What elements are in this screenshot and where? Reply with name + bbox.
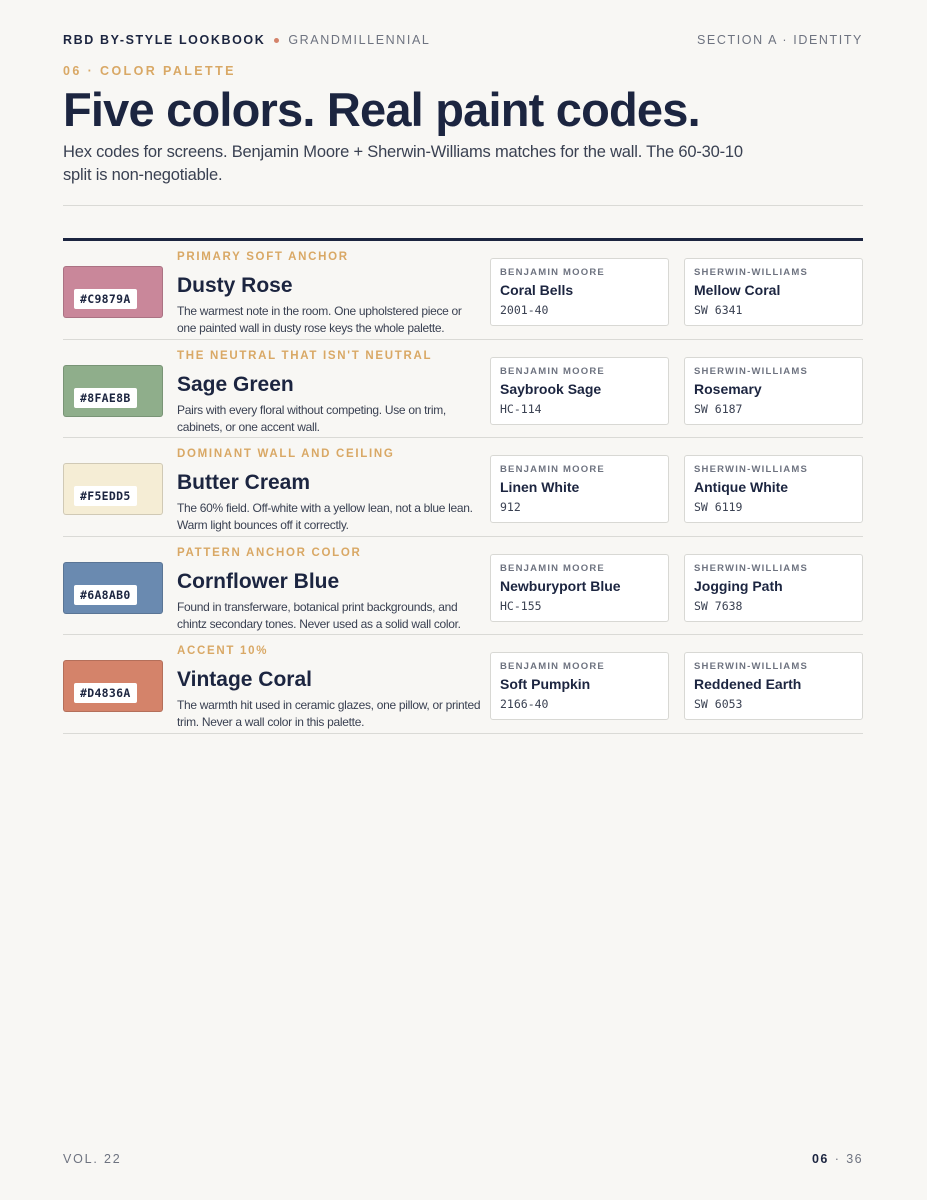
paint-name: Antique White — [694, 479, 789, 495]
color-role: DOMINANT WALL AND CEILING — [177, 448, 395, 460]
benjamin-moore-card — [490, 554, 669, 622]
color-swatch — [63, 266, 163, 318]
sherwin-williams-card — [684, 357, 863, 425]
sherwin-williams-card — [684, 258, 863, 326]
paint-name: Saybrook Sage — [500, 380, 602, 397]
paint-code: SW 6341 — [694, 303, 743, 317]
color-description: The warmth hit used in ceramic glazes, one pillow, or printed trim. Never a wall color in this palette. — [177, 698, 481, 729]
color-role: PRIMARY SOFT ANCHOR — [177, 251, 349, 263]
paint-name: Reddened Earth — [694, 676, 802, 692]
paint-name: Linen White — [500, 479, 580, 495]
color-role: THE NEUTRAL THAT ISN'T NEUTRAL — [177, 349, 433, 362]
section-number: 06 — [811, 1152, 829, 1166]
header-left — [63, 33, 430, 47]
divider — [63, 205, 863, 206]
page-num: 36 — [846, 1152, 863, 1166]
color-row — [63, 241, 863, 340]
section-label: SECTION A · IDENTITY — [696, 33, 863, 47]
color-row — [63, 537, 863, 636]
paint-code: SW 6053 — [694, 697, 743, 711]
hex-code: #C9879A — [74, 289, 137, 309]
color-row — [63, 635, 863, 734]
section-eyebrow: 06 · COLOR PALETTE — [63, 64, 236, 78]
page-header — [63, 32, 863, 48]
paint-code: 912 — [500, 500, 521, 514]
lookbook-brand: RBD BY-STYLE LOOKBOOK — [63, 33, 266, 47]
paint-code: HC-155 — [500, 598, 542, 613]
hex-code: #8FAE8B — [74, 388, 137, 408]
paint-brand: SHERWIN-WILLIAMS — [694, 365, 809, 377]
page-title: Five colors. Real paint codes. — [63, 83, 700, 136]
color-name: Sage Green — [177, 372, 294, 396]
paint-brand: BENJAMIN MOORE — [500, 464, 605, 475]
color-description: The warmest note in the room. One upholstered piece or one painted wall in dusty rose keys the whole palette. — [177, 304, 462, 335]
paint-name: Coral Bells — [500, 282, 574, 298]
color-row — [63, 438, 863, 537]
paint-name: Mellow Coral — [694, 282, 781, 298]
color-name: Vintage Coral — [177, 668, 312, 691]
paint-name: Rosemary — [694, 380, 762, 397]
page-number — [812, 1152, 863, 1166]
paint-name: Jogging Path — [694, 577, 783, 594]
color-role: ACCENT 10% — [177, 645, 269, 657]
benjamin-moore-card — [490, 258, 669, 326]
style-name: GRANDMILLENNIAL — [288, 33, 431, 47]
paint-code: SW 6119 — [694, 500, 743, 514]
color-row — [63, 340, 863, 439]
separator: · — [834, 1152, 841, 1166]
paint-brand: SHERWIN-WILLIAMS — [694, 562, 809, 574]
color-description: Pairs with every floral without competing. Use on trim, cabinets, or one accent wall. — [177, 402, 446, 434]
paint-name: Soft Pumpkin — [500, 676, 591, 692]
paint-name: Newburyport Blue — [500, 577, 621, 594]
sherwin-williams-card — [684, 554, 863, 622]
color-name: Butter Cream — [177, 471, 311, 494]
paint-brand: SHERWIN-WILLIAMS — [694, 661, 809, 672]
hex-code: #F5EDD5 — [74, 486, 137, 506]
page-subtitle: Hex codes for screens. Benjamin Moore + Sherwin-Williams matches for the wall. The 60-30-10 split is non-negotiable. — [63, 143, 743, 184]
paint-brand: BENJAMIN MOORE — [500, 365, 605, 377]
paint-code: 2166-40 — [500, 697, 549, 711]
color-swatch — [63, 463, 163, 515]
benjamin-moore-card — [490, 455, 669, 523]
paint-code: SW 6187 — [694, 401, 743, 416]
color-swatch — [63, 365, 163, 417]
paint-brand: SHERWIN-WILLIAMS — [694, 464, 809, 475]
color-name: Cornflower Blue — [177, 569, 340, 593]
color-palette-list — [63, 238, 863, 734]
benjamin-moore-card — [490, 652, 669, 720]
volume-label: VOL. 22 — [63, 1152, 122, 1166]
paint-code: HC-114 — [500, 401, 542, 416]
hex-code: #6A8AB0 — [74, 585, 137, 605]
paint-code: 2001-40 — [500, 303, 549, 317]
lookbook-page — [63, 0, 863, 1200]
color-description: Found in transferware, botanical print backgrounds, and chintz secondary tones. Never used as a solid wall color. — [177, 599, 461, 631]
color-role: PATTERN ANCHOR COLOR — [177, 546, 362, 559]
color-name: Dusty Rose — [177, 274, 293, 297]
color-description: The 60% field. Off-white with a yellow lean, not a blue lean. Warm light bounces off it correctly. — [177, 501, 473, 532]
sherwin-williams-card — [684, 652, 863, 720]
bullet-dot-icon — [274, 38, 279, 43]
color-swatch — [63, 660, 163, 712]
paint-brand: BENJAMIN MOORE — [500, 661, 605, 672]
color-swatch — [63, 562, 163, 614]
sherwin-williams-card — [684, 455, 863, 523]
paint-brand: SHERWIN-WILLIAMS — [694, 267, 809, 278]
paint-brand: BENJAMIN MOORE — [500, 267, 605, 278]
hex-code: #D4836A — [74, 683, 137, 703]
paint-code: SW 7638 — [694, 598, 743, 613]
benjamin-moore-card — [490, 357, 669, 425]
paint-brand: BENJAMIN MOORE — [500, 562, 605, 574]
